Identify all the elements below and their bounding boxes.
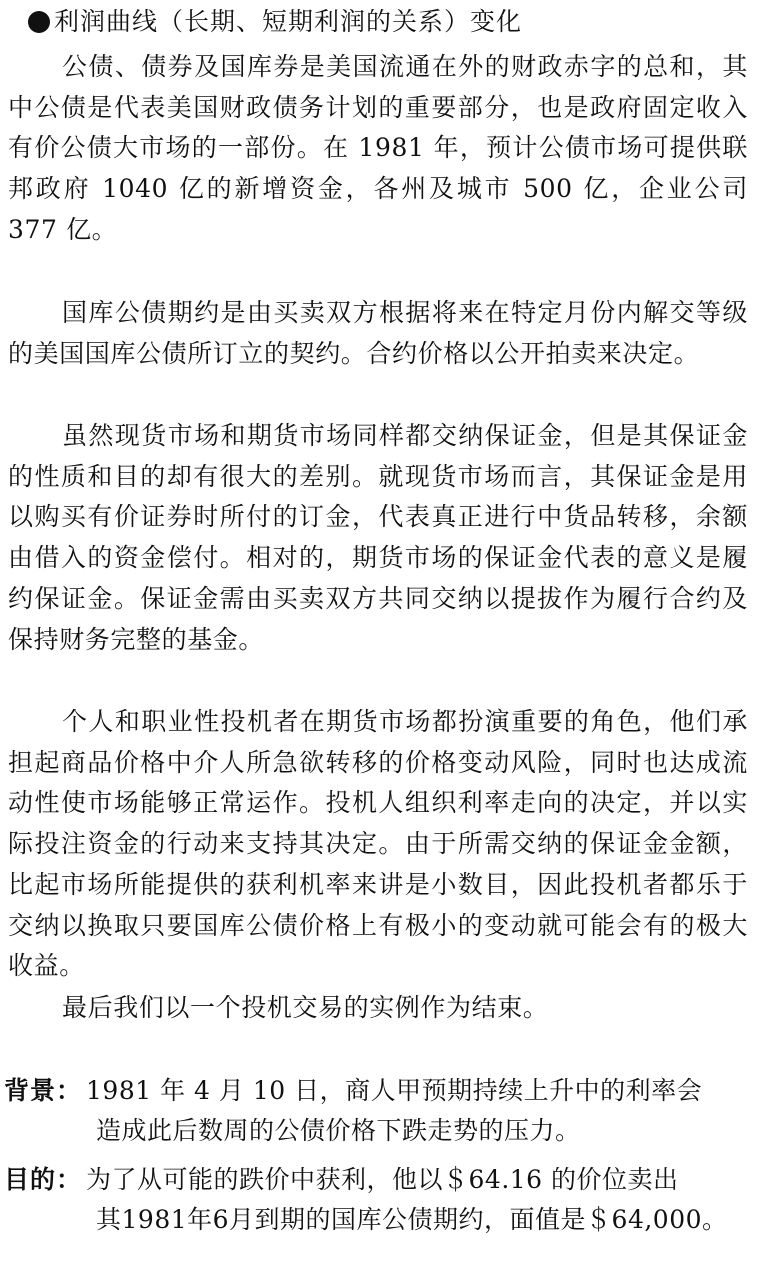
- purpose-definition: [4, 1160, 750, 1240]
- background-line-2: 造成此后数周的公债价格下跌走势的压力。: [96, 1116, 581, 1145]
- heading-text: 利润曲线（长期、短期利润的关系）变化: [54, 7, 523, 36]
- paragraph-treasury-futures: 国库公债期约是由买卖双方根据将来在特定月份内解交等级的美国国库公债所订立的契约。合约价格以公开拍卖来决定。: [8, 298, 748, 368]
- background-label: 背景：: [4, 1076, 83, 1105]
- section-heading: [28, 4, 522, 40]
- paragraph-margin: 虽然现货市场和期货市场同样都交纳保证金，但是其保证金的性质和目的却有很大的差别。就现货市场而言，其保证金是用以购买有价证券时所付的订金，代表真正进行中货品转移，余额由借入的资金偿付。相对的，期货市场的保证金代表的意义是履约保证金。保证金需由买卖双方共同交纳以提拔作为履行合约及保持财务完整的基金。: [8, 421, 748, 654]
- background-body: [82, 1071, 750, 1151]
- purpose-line-1: 为了从可能的跌价中获利，他以＄64.16 的价位卖出: [86, 1165, 679, 1194]
- purpose-label: 目的：: [4, 1165, 83, 1194]
- bullet-icon: [28, 11, 50, 33]
- paragraph-conclusion: 最后我们以一个投机交易的实例作为结束。: [62, 993, 549, 1022]
- paragraph-speculators: 个人和职业性投机者在期货市场都扮演重要的角色，他们承担起商品价格中介人所急欲转移的价格变动风险，同时也达成流动性使市场能够正常运作。投机人组织利率走向的决定，并以实际投注资金的行动来支持其决定。由于所需交纳的保证金金额，比起市场所能提供的获利机率来讲是小数目，因此投机者都乐于交纳以换取只要国库公债价格上有极小的变动就可能会有的极大收益。: [8, 707, 748, 981]
- background-definition: [4, 1071, 750, 1151]
- paragraph-public-debt: 公债、债券及国库券是美国流通在外的财政赤字的总和，其中公债是代表美国财政债务计划的重要部分，也是政府固定收入有价公债大市场的一部份。在 1981 年，预计公债市场可提供联邦政府 1040 亿的新增资金，各州及城市 500 亿，企业公司 377 亿。: [8, 52, 748, 244]
- purpose-body: [82, 1160, 750, 1240]
- background-line-1: 1981 年 4 月 10 日，商人甲预期持续上升中的利率会: [86, 1076, 703, 1105]
- purpose-line-2: 其1981年6月到期的国库公债期约，面值是＄64,000。: [96, 1205, 728, 1234]
